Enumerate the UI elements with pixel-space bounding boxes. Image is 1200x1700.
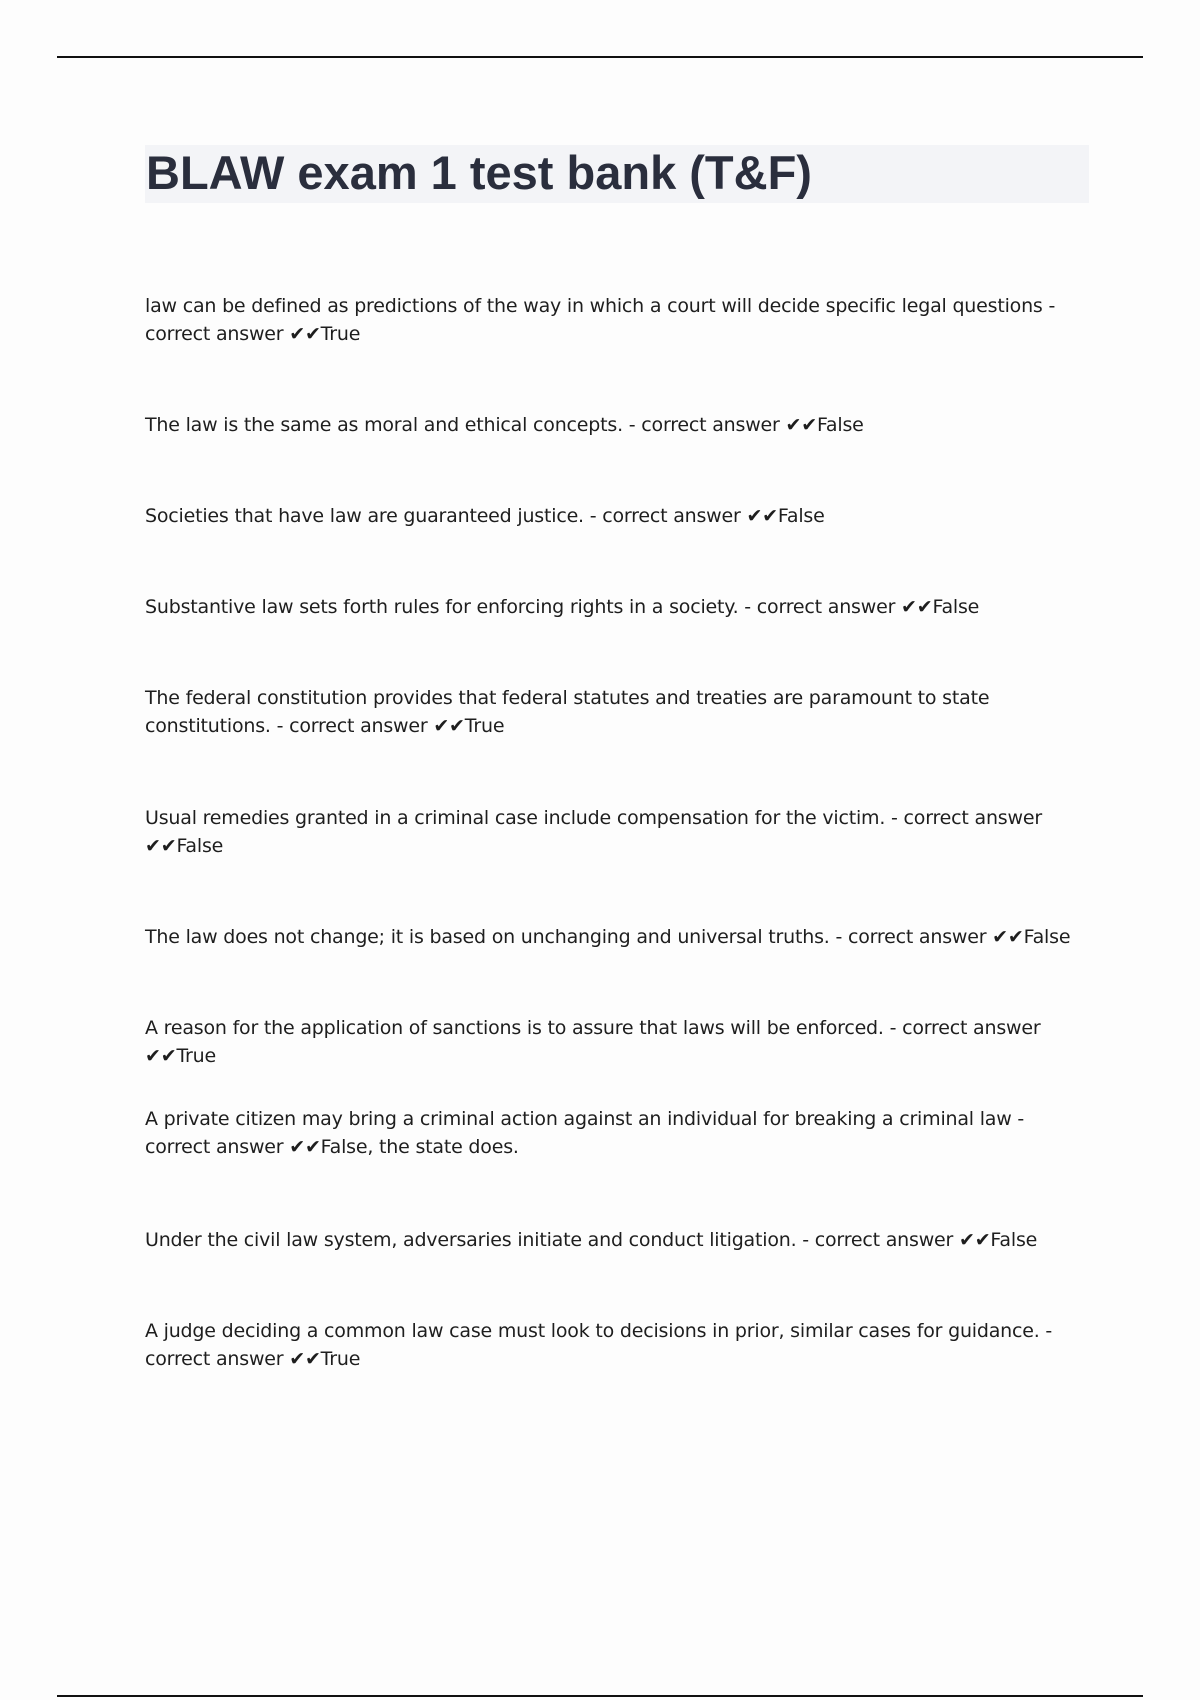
question-item-2: The law is the same as moral and ethical concepts. - correct answer ✔✔False — [145, 414, 864, 436]
top-rule — [57, 56, 1143, 58]
question-item-1: law can be defined as predictions of the way in which a court will decide specific legal questions - correct answer ✔✔True — [145, 295, 1056, 345]
question-item-4: Substantive law sets forth rules for enforcing rights in a society. - correct answer ✔✔False — [145, 596, 980, 618]
question-item-3: Societies that have law are guaranteed justice. - correct answer ✔✔False — [145, 505, 825, 527]
question-item-5: The federal constitution provides that federal statutes and treaties are paramount to state constitutions. - correct answer ✔✔True — [145, 687, 990, 737]
question-item-9: A private citizen may bring a criminal action against an individual for breaking a criminal law - correct answer ✔✔False, the state does. — [145, 1108, 1025, 1158]
question-item-8: A reason for the application of sanctions is to assure that laws will be enforced. - correct answer ✔✔True — [145, 1017, 1041, 1067]
question-item-7: The law does not change; it is based on unchanging and universal truths. - correct answer ✔✔False — [145, 926, 1071, 948]
bottom-rule — [57, 1695, 1143, 1697]
question-item-6: Usual remedies granted in a criminal case include compensation for the victim. - correct answer ✔✔False — [145, 807, 1042, 857]
question-item-10: Under the civil law system, adversaries initiate and conduct litigation. - correct answer ✔✔False — [145, 1229, 1038, 1251]
question-item-11: A judge deciding a common law case must look to decisions in prior, similar cases for guidance. - correct answer ✔✔True — [145, 1320, 1053, 1370]
document-title: BLAW exam 1 test bank (T&F) — [146, 146, 812, 199]
